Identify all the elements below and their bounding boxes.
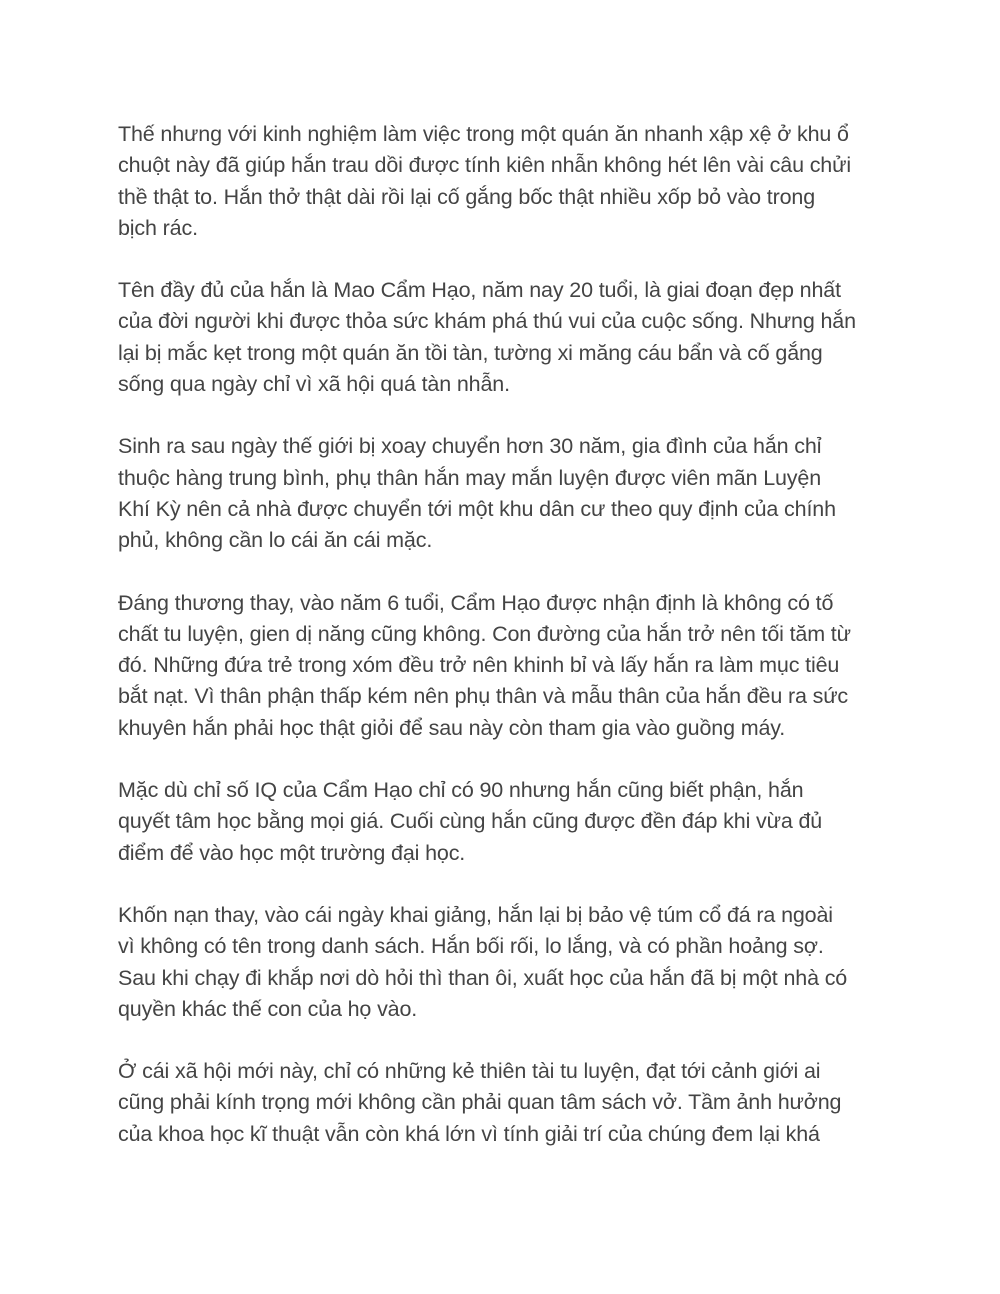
text-line: sống qua ngày chỉ vì xã hội quá tàn nhẫn. <box>118 372 510 397</box>
paragraph-1 <box>118 119 888 244</box>
text-line: quyền khác thế con của họ vào. <box>118 996 418 1021</box>
text-line: bắt nạt. Vì thân phận thấp kém nên phụ thân và mẫu thân của hắn đều ra sức <box>118 684 849 709</box>
text-line: của đời người khi được thỏa sức khám phá thú vui của cuộc sống. Nhưng hắn <box>118 309 856 334</box>
text-line: Thế nhưng với kinh nghiệm làm việc trong một quán ăn nhanh xập xệ ở khu ổ <box>118 122 849 146</box>
text-line: quyết tâm học bằng mọi giá. Cuối cùng hắn cũng được đền đáp khi vừa đủ <box>118 809 823 834</box>
paragraph-5 <box>118 775 888 869</box>
paragraph-3 <box>118 431 888 556</box>
text-line: Ở cái xã hội mới này, chỉ có những kẻ thiên tài tu luyện, đạt tới cảnh giới ai <box>118 1059 821 1084</box>
paragraph-2 <box>118 275 888 400</box>
paragraph-7 <box>118 1056 888 1150</box>
text-line: Tên đầy đủ của hắn là Mao Cẩm Hạo, năm nay 20 tuổi, là giai đoạn đẹp nhất <box>118 278 841 303</box>
text-line: Đáng thương thay, vào năm 6 tuổi, Cẩm Hạo được nhận định là không có tố <box>118 590 834 615</box>
text-line: Sau khi chạy đi khắp nơi dò hỏi thì than ôi, xuất học của hắn đã bị một nhà có <box>118 965 848 990</box>
text-line: chất tu luyện, gien dị năng cũng không. Con đường của hắn trở nên tối tăm từ <box>118 621 851 646</box>
paragraph-6 <box>118 900 888 1025</box>
text-line: bịch rác. <box>118 215 198 240</box>
text-line: Sinh ra sau ngày thế giới bị xoay chuyển hơn 30 năm, gia đình của hắn chỉ <box>118 434 822 459</box>
text-line: cũng phải kính trọng mới không cần phải quan tâm sách vở. Tầm ảnh hưởng <box>118 1090 842 1115</box>
text-line: phủ, không cần lo cái ăn cái mặc. <box>118 528 433 553</box>
text-line: Khí Kỳ nên cả nhà được chuyển tới một khu dân cư theo quy định của chính <box>118 496 836 521</box>
text-line: của khoa học kĩ thuật vẫn còn khá lớn vì tính giải trí của chúng đem lại khá <box>118 1121 820 1146</box>
text-line: chuột này đã giúp hắn trau dồi được tính kiên nhẫn không hét lên vài câu chửi <box>118 153 851 178</box>
text-line: đó. Những đứa trẻ trong xóm đều trở nên khinh bỉ và lấy hắn ra làm mục tiêu <box>118 653 840 678</box>
paragraph-4 <box>118 588 888 744</box>
text-line: vì không có tên trong danh sách. Hắn bối rối, lo lắng, và có phần hoảng sợ. <box>118 934 824 959</box>
text-line: điểm để vào học một trường đại học. <box>118 840 466 865</box>
text-line: khuyên hắn phải học thật giỏi để sau này còn tham gia vào guồng máy. <box>118 715 786 740</box>
text-line: thề thật to. Hắn thở thật dài rồi lại cố gắng bốc thật nhiều xốp bỏ vào trong <box>118 184 815 209</box>
text-line: thuộc hàng trung bình, phụ thân hắn may mắn luyện được viên mãn Luyện <box>118 465 822 490</box>
text-line: lại bị mắc kẹt trong một quán ăn tồi tàn, tường xi măng cáu bẩn và cố gắng <box>118 340 823 365</box>
document-page <box>118 119 888 1181</box>
text-line: Mặc dù chỉ số IQ của Cẩm Hạo chỉ có 90 nhưng hắn cũng biết phận, hắn <box>118 778 804 803</box>
text-line: Khốn nạn thay, vào cái ngày khai giảng, hắn lại bị bảo vệ túm cổ đá ra ngoài <box>118 902 833 927</box>
